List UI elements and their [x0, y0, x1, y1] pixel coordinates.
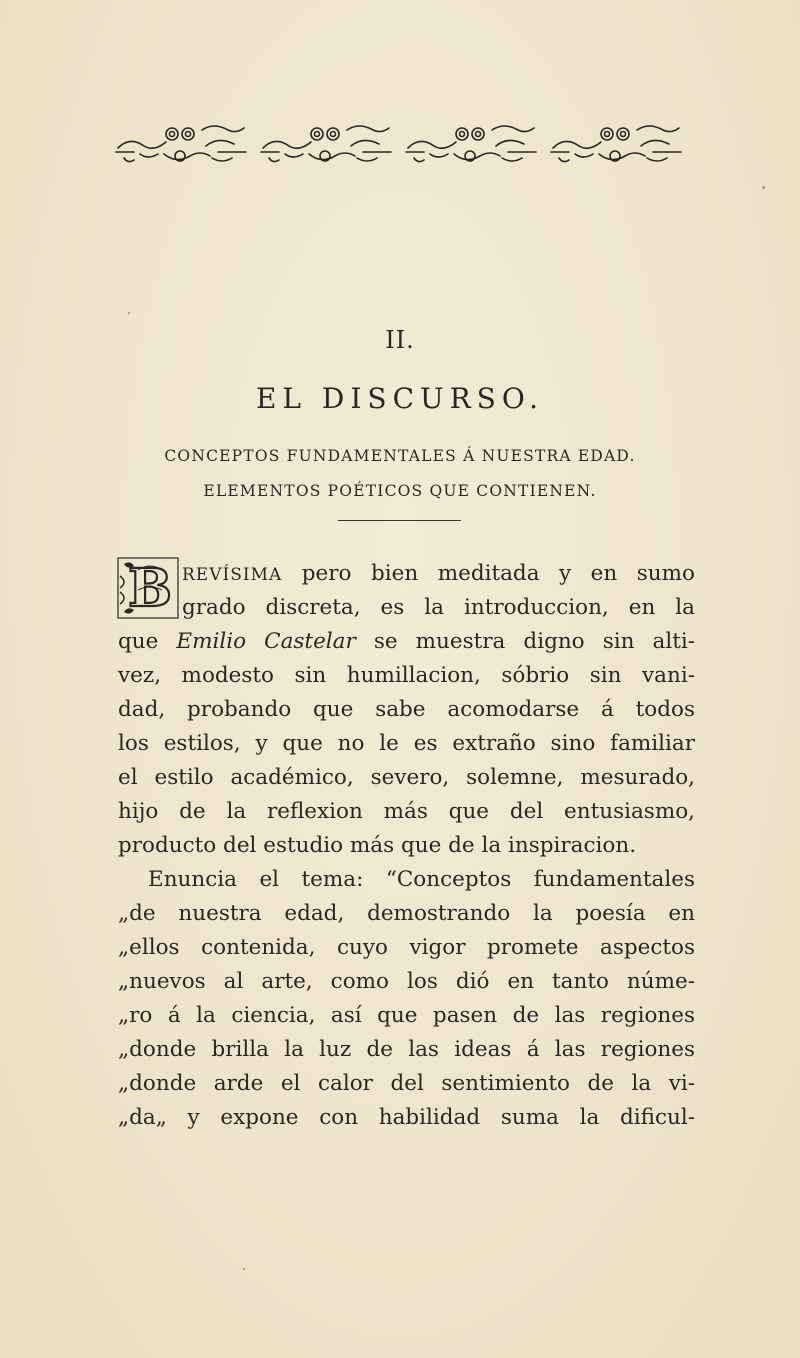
paragraph-line-7: el estilo académico, severo, solemne, mesurado, — [118, 765, 695, 790]
paragraph-line-6: los estilos, y que no le es extraño sino familiar — [118, 731, 695, 756]
paragraph-line-10: Enuncia el tema: “Conceptos fundamentales — [148, 867, 695, 892]
paragraph-line-12: „ellos contenida, cuyo vigor promete aspectos — [118, 935, 695, 960]
paragraph-line-5: dad, probando que sabe acomodarse á todos — [118, 697, 695, 722]
header-ornament — [110, 118, 690, 168]
section-divider — [338, 520, 461, 521]
paragraph-line-8: hijo de la reflexion más que del entusiasmo, — [118, 799, 695, 824]
paragraph-line-1 — [182, 557, 695, 591]
paragraph-line-3 — [118, 625, 695, 659]
dropcap-continuation: REVÍSIMA — [182, 565, 283, 585]
line-3-pre: que — [118, 629, 177, 654]
chapter-subtitle-line-1: CONCEPTOS FUNDAMENTALES Á NUESTRA EDAD. — [164, 447, 636, 465]
line-1-text: pero bien meditada y en sumo — [282, 561, 695, 586]
paragraph-line-4: vez, modesto sin humillacion, sóbrio sin vani- — [118, 663, 695, 688]
paragraph-line-11: „de nuestra edad, demostrando la poesía en — [118, 901, 695, 926]
paragraph-line-14: „ro á la ciencia, así que pasen de las regiones — [118, 1003, 695, 1028]
chapter-title: EL DISCURSO. — [255, 382, 545, 415]
paper-speck — [243, 1268, 245, 1270]
paper-speck — [762, 186, 765, 189]
author-name: Emilio Castelar — [176, 629, 356, 654]
line-3-post: se muestra digno sin alti- — [355, 629, 695, 654]
dropcap-letter: B — [128, 558, 172, 619]
chapter-subtitle-line-2: ELEMENTOS POÉTICOS QUE CONTIENEN. — [203, 482, 597, 500]
paragraph-line-9: producto del estudio más que de la inspiracion. — [118, 833, 637, 858]
paper-speck — [128, 312, 130, 314]
dropcap-ornament — [116, 556, 180, 620]
paragraph-line-16: „donde arde el calor del sentimiento de la vi- — [118, 1071, 695, 1096]
paragraph-line-13: „nuevos al arte, como los dió en tanto núme- — [118, 969, 695, 994]
paragraph-line-17: „da„ y expone con habilidad suma la dificul- — [118, 1105, 695, 1130]
paragraph-line-15: „donde brilla la luz de las ideas á las regiones — [118, 1037, 695, 1062]
chapter-number: II. — [385, 326, 415, 354]
paragraph-line-2: grado discreta, es la introduccion, en la — [182, 595, 695, 620]
